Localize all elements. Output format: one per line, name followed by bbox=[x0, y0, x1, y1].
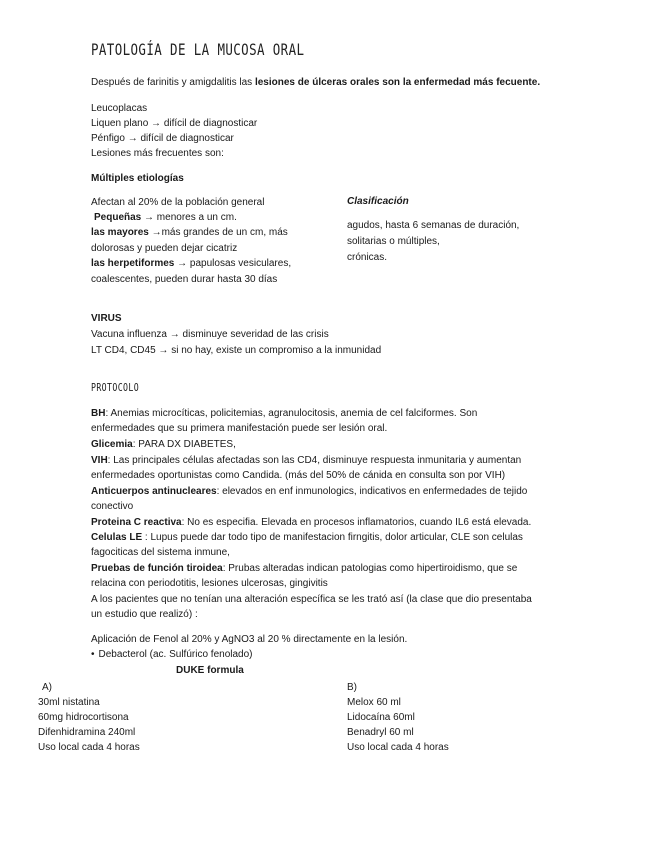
left-col-line bbox=[94, 212, 237, 224]
tiroidea-text: : Prubas alteradas indican patologias como hipertiroidismo, que se bbox=[222, 563, 518, 574]
left-col-line: Afectan al 20% de la población general bbox=[91, 197, 265, 208]
formula-b-item: Uso local cada 4 horas bbox=[347, 742, 449, 753]
formula-a-label: A) bbox=[42, 682, 52, 693]
glicemia-text: : PARA DX DIABETES, bbox=[132, 439, 236, 450]
tiroidea-line bbox=[91, 563, 517, 575]
anticuerpos-text: : elevados en enf inmunologics, indicativos en enfermedades de tejido bbox=[216, 486, 528, 497]
anticuerpos-line: conectivo bbox=[91, 501, 134, 512]
formula-b-item: Melox 60 ml bbox=[347, 697, 401, 708]
intro-bold: lesiones de úlceras orales son la enfermedad más fecuente. bbox=[254, 77, 541, 88]
anticuerpos-label: Anticuerpos antinucleares bbox=[91, 486, 217, 497]
anticuerpos-line bbox=[91, 486, 527, 498]
bh-label: BH bbox=[91, 408, 106, 419]
pcr-label: Proteina C reactiva bbox=[91, 517, 182, 528]
formula-a-item: 60mg hidrocortisona bbox=[38, 712, 129, 723]
bh-text: : Anemias microcíticas, policitemias, agranulocitosis, anemia de cel falciformes. Son bbox=[105, 408, 478, 419]
formula-a-item: 30ml nistatina bbox=[38, 697, 100, 708]
celulas-le-label: Celulas LE bbox=[91, 532, 143, 543]
page-title: PATOLOGÍA DE LA MUCOSA ORAL bbox=[91, 40, 305, 59]
list1-item: Lesiones más frecuentes son: bbox=[91, 148, 224, 159]
left-col-text: → menores a un cm. bbox=[141, 212, 237, 223]
tiroidea-line: relacina con periodotitis, lesiones ulcerosas, gingivitis bbox=[91, 578, 328, 589]
pacientes-line: un estudio que realizó) : bbox=[91, 609, 198, 620]
bh-line: enfermedades que su primera manifestación puede ser lesión oral. bbox=[91, 423, 388, 434]
intro-text: Después de farinitis y amigdalitis las bbox=[91, 77, 255, 88]
debacterol-text: Debacterol (ac. Sulfúrico fenolado) bbox=[98, 649, 253, 660]
left-col-line bbox=[91, 258, 291, 270]
formula-b-label: B) bbox=[347, 682, 357, 693]
left-col-bold: las herpetiformes → bbox=[91, 258, 188, 269]
left-col-bold: Pequeñas bbox=[94, 212, 142, 223]
left-col-line: dolorosas y pueden dejar cicatriz bbox=[91, 243, 238, 254]
formula-a-item: Difenhidramina 240ml bbox=[38, 727, 136, 738]
pcr-text: : No es especifia. Elevada en procesos inflamatorios, cuando IL6 está elevada. bbox=[181, 517, 532, 528]
left-col-bold: las mayores bbox=[91, 227, 149, 238]
pacientes-line: A los pacientes que no tenían una alteración específica se les trató así (la clase que dio presentaba bbox=[91, 594, 532, 605]
bullet-icon: • bbox=[91, 649, 95, 660]
list1-item: Liquen plano → difícil de diagnosticar bbox=[91, 118, 258, 129]
bh-line bbox=[91, 408, 477, 420]
formula-b-item: Benadryl 60 ml bbox=[347, 727, 414, 738]
celulas-le-text: : Lupus puede dar todo tipo de manifestacion firngitis, dolor articular, CLE son celulas bbox=[142, 532, 523, 543]
clasificacion-heading: Clasificación bbox=[347, 196, 409, 207]
left-col-text: papulosas vesiculares, bbox=[187, 258, 292, 269]
list1-item: Pénfigo → difícil de diagnosticar bbox=[91, 133, 234, 144]
formula-b-item: Lidocaína 60ml bbox=[347, 712, 415, 723]
duke-formula-heading: DUKE formula bbox=[176, 665, 244, 676]
celulas-le-line bbox=[91, 532, 523, 544]
vih-line: enfermedades oportunistas como Candida. (más del 50% de cánida en consulta son por VIH) bbox=[91, 470, 506, 481]
glicemia-line bbox=[91, 439, 236, 451]
list1-item: Leucoplacas bbox=[91, 103, 148, 114]
multiples-heading: Múltiples etiologías bbox=[91, 173, 184, 184]
protocolo-heading: PROTOCOLO bbox=[91, 381, 140, 394]
virus-line: Vacuna influenza → disminuye severidad de las crisis bbox=[91, 329, 329, 340]
vih-line bbox=[91, 455, 521, 467]
pcr-line bbox=[91, 517, 531, 529]
virus-line: LT CD4, CD45 → si no hay, existe un compromiso a la inmunidad bbox=[91, 345, 382, 356]
left-col-text: →más grandes de un cm, más bbox=[148, 227, 288, 238]
formula-a-item: Uso local cada 4 horas bbox=[38, 742, 140, 753]
left-col-line bbox=[91, 227, 288, 239]
virus-heading: VIRUS bbox=[91, 313, 122, 324]
left-col-line: coalescentes, pueden durar hasta 30 días bbox=[91, 274, 278, 285]
glicemia-label: Glicemia bbox=[91, 439, 133, 450]
debacterol-line bbox=[91, 649, 253, 661]
clasificacion-item: crónicas. bbox=[347, 252, 388, 263]
clasificacion-item: agudos, hasta 6 semanas de duración, bbox=[347, 220, 520, 231]
tiroidea-label: Pruebas de función tiroidea bbox=[91, 563, 223, 574]
vih-label: VIH bbox=[91, 455, 108, 466]
intro-paragraph bbox=[91, 77, 540, 89]
aplicacion-line: Aplicación de Fenol al 20% y AgNO3 al 20 % directamente en la lesión. bbox=[91, 634, 408, 645]
vih-text: : Las principales células afectadas son las CD4, disminuye respuesta inmunitaria y aumentan bbox=[107, 455, 522, 466]
clasificacion-item: solitarias o múltiples, bbox=[347, 236, 440, 247]
celulas-le-line: fagociticas del sistema inmune, bbox=[91, 547, 230, 558]
